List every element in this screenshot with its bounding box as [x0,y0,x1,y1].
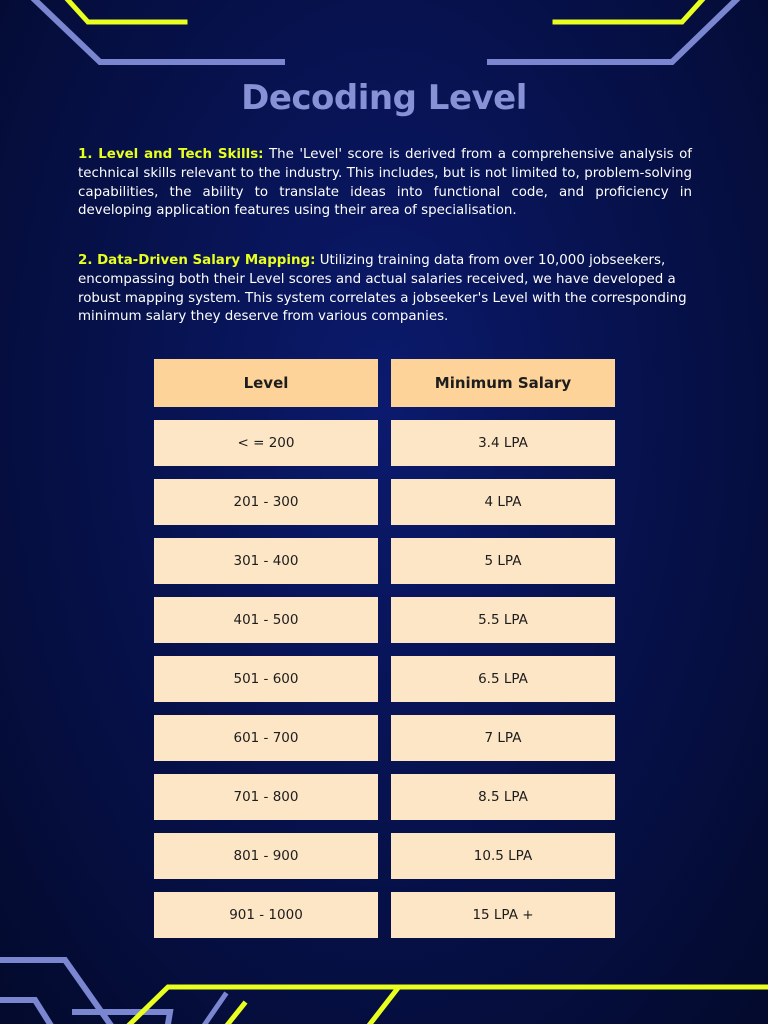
section-salary-mapping [78,252,692,327]
deco-line-bottom-yellow-2 [228,1004,244,1024]
section-1-lead: 1. Level and Tech Skills: [78,147,264,162]
header-minimum-salary: Minimum Salary [391,359,615,407]
level-cell-2: 201 - 300 [154,479,378,525]
salary-cell-9: 15 LPA + [391,892,615,938]
salary-cell-6: 7 LPA [391,715,615,761]
level-cell-7: 701 - 800 [154,774,378,820]
level-cell-3: 301 - 400 [154,538,378,584]
deco-line-top-left-yellow [68,0,185,22]
level-cell-6: 601 - 700 [154,715,378,761]
level-cell-5: 501 - 600 [154,656,378,702]
deco-line-bottom-blue-3 [75,1012,170,1024]
deco-line-top-right-yellow [555,0,702,22]
salary-cell-5: 6.5 LPA [391,656,615,702]
section-1-text: The 'Level' score is derived from a comprehensive analysis of technical skills relevant to the industry. This includes, but is not limited to, problem-solving capabilities, the ability to translate ideas into functional code, and proficiency in developing application features using their area of specialisation. [78,147,692,219]
deco-line-bottom-blue-4 [205,995,225,1024]
section-2-lead: 2. Data-Driven Salary Mapping: [78,253,316,268]
section-2-text: Utilizing training data from over 10,000 jobseekers, encompassing both their Level scores and actual salaries received, we have developed a robust mapping system. This system correlates a jobseeker's Level with the corresponding minimum salary they deserve from various companies. [78,253,687,325]
level-cell-8: 801 - 900 [154,833,378,879]
salary-cell-1: 3.4 LPA [391,420,615,466]
salary-cell-2: 4 LPA [391,479,615,525]
section-level-tech-skills [78,146,692,221]
deco-line-bottom-yellow-3 [370,988,398,1024]
deco-line-top-right-blue [490,0,736,62]
salary-cell-8: 10.5 LPA [391,833,615,879]
deco-line-bottom-blue-2 [0,1000,50,1024]
salary-cell-7: 8.5 LPA [391,774,615,820]
header-level: Level [154,359,378,407]
deco-line-bottom-blue-1 [0,960,110,1024]
page-title: Decoding Level [241,78,527,118]
level-cell-4: 401 - 500 [154,597,378,643]
level-cell-9: 901 - 1000 [154,892,378,938]
deco-line-bottom-yellow-1 [130,987,768,1024]
salary-cell-3: 5 LPA [391,538,615,584]
salary-cell-4: 5.5 LPA [391,597,615,643]
deco-line-top-left-blue [35,0,282,62]
level-cell-1: < = 200 [154,420,378,466]
